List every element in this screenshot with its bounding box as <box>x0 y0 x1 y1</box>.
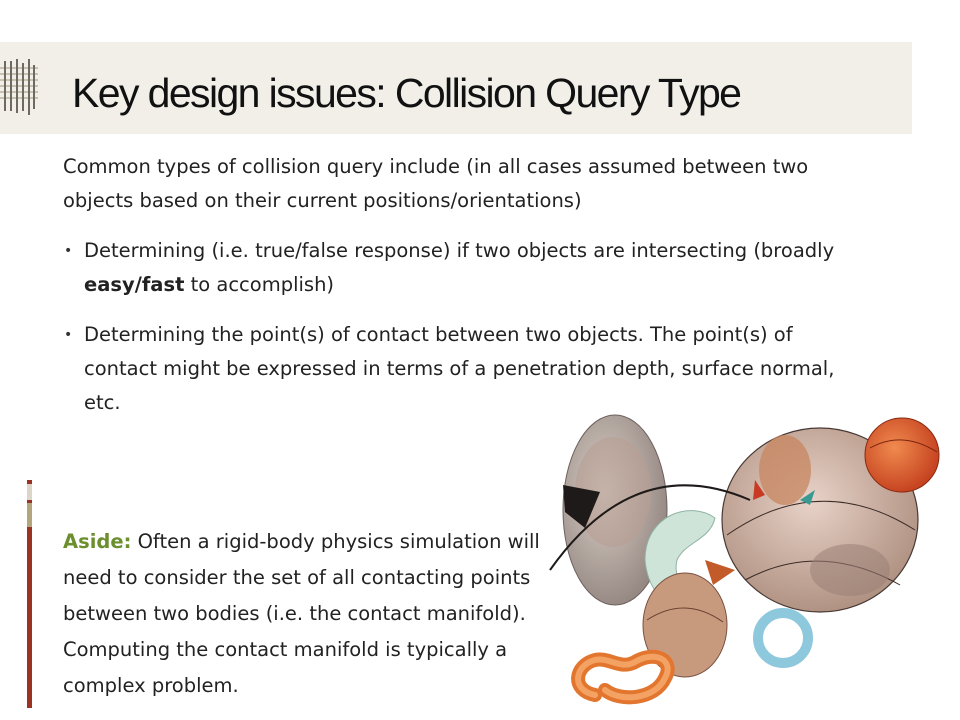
intro-paragraph: Common types of collision query include (in all cases assumed between two objects based on their current positions/orientations) <box>63 155 809 212</box>
aside-text: Often a rigid-body physics simulation will need to consider the set of all contacting points between two bodies (i.e. the contact manifold). Computing the contact manifold is typically a complex problem. <box>63 530 540 697</box>
accent-bar-tan <box>27 503 32 527</box>
orange-sphere-shape <box>865 418 939 492</box>
bullet-icon: • <box>64 243 73 259</box>
bullet-item-contact-points <box>63 318 863 420</box>
bullet-icon: • <box>64 327 73 343</box>
bullet-text-post: to accomplish) <box>184 273 335 296</box>
slide-body <box>63 150 863 436</box>
bullet-text: Determining the point(s) of contact between two objects. The point(s) of contact might be expressed in terms of a penetration depth, surface normal, etc. <box>84 323 835 414</box>
bullet-text-pre: Determining (i.e. true/false response) if two objects are intersecting (broadly <box>84 239 835 262</box>
accent-bar-cream <box>27 484 32 500</box>
blue-ring-shape <box>758 613 808 663</box>
sphere-patch-shape <box>810 544 890 596</box>
bullet-item-intersection <box>63 234 863 302</box>
page-title: Key design issues: Collision Query Type <box>72 70 741 116</box>
abstract-collision-artwork <box>545 410 945 710</box>
sphere-patch-shape <box>759 435 811 505</box>
aside-label: Aside: <box>63 530 132 553</box>
orange-shard-shape <box>705 560 735 585</box>
title-decoration <box>0 59 38 115</box>
aside-paragraph <box>63 524 563 704</box>
bullet-text-bold: easy/fast <box>84 273 185 296</box>
